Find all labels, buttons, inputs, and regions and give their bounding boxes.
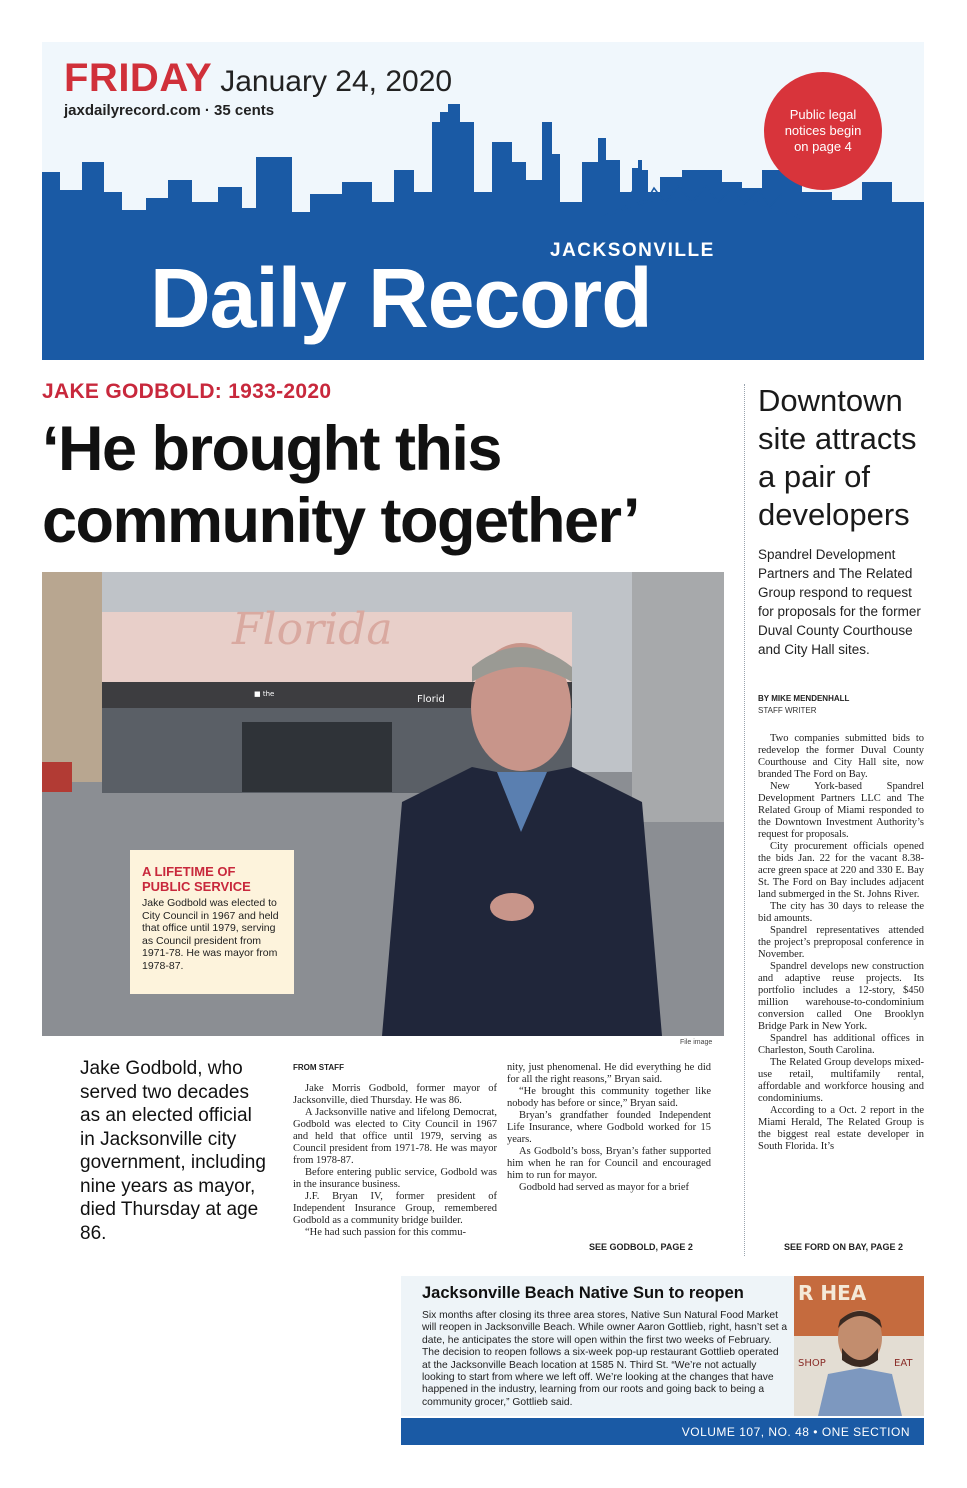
paragraph: nity, just phenomenal. He did everything he did for all the right reasons,” Bryan said. (507, 1062, 711, 1085)
side-story-role: STAFF WRITER (758, 706, 817, 715)
photo-credit: File image (680, 1039, 713, 1046)
story-column-2 (507, 1062, 711, 1194)
paragraph: The Related Group develops mixed-use retail, multifamily rental, affordable and workforce housing and condominiums. (758, 1057, 924, 1104)
issue-date-line (64, 56, 452, 101)
godbold-jump-link[interactable]: SEE GODBOLD, PAGE 2 (589, 1242, 693, 1252)
paragraph: Spandrel has additional offices in Charleston, South Carolina. (758, 1033, 924, 1056)
side-story-headline: Downtown site attracts a pair of developers (758, 383, 917, 532)
paragraph: The city has 30 days to release the bid amounts. (758, 901, 924, 924)
promo-photo-illustration (794, 1276, 924, 1416)
paragraph: A Jacksonville native and lifelong Democrat, Godbold was elected to City Council in 1967 and held that office until 1979, serving as Council president from 1971-78. He was mayor from 1978-87. (293, 1107, 497, 1166)
shop-sign-text: SHOP (798, 1358, 826, 1369)
column-divider (744, 384, 745, 1256)
florida-door-sign: Florid (417, 694, 445, 705)
paragraph: Before entering public service, Godbold was in the insurance business. (293, 1167, 497, 1190)
story-kicker: JAKE GODBOLD: 1933-2020 (42, 380, 332, 403)
story-column-1 (293, 1083, 497, 1239)
lifetime-sidebar (130, 850, 294, 994)
issue-footer: VOLUME 107, NO. 48 • ONE SECTION (401, 1418, 924, 1445)
theater-sign: ■ the (254, 690, 275, 698)
paragraph: Jake Morris Godbold, former mayor of Jacksonville, died Thursday. He was 86. (293, 1083, 497, 1106)
story-deck: Jake Godbold, who served two decades as an elected official in Jacksonville city government, including nine years as mayor, died Thursday at age 86. (80, 1058, 266, 1244)
paragraph: “He brought this community together like nobody has before or since,” Bryan said. (507, 1086, 711, 1109)
side-story-byline: BY MIKE MENDENHALL (758, 694, 850, 703)
paragraph: Godbold had served as mayor for a brief (519, 1182, 689, 1193)
site-and-price: jaxdailyrecord.com · 35 cents (64, 102, 275, 119)
story-byline: FROM STAFF (293, 1063, 344, 1072)
paragraph: Spandrel develops new construction and adaptive reuse projects. Its portfolio includes a 12-story, $450 million warehouse-to-condominium conversion called One Brooklyn Bridge Park in New York. (758, 961, 924, 1032)
paragraph: New York-based Spandrel Development Partners LLC and The Related Group of Miami responded to the Downtown Investment Authority’s request for proposals. (758, 781, 924, 840)
paragraph: Bryan’s grandfather founded Independent Life Insurance, where Godbold worked for 15 years. (507, 1110, 711, 1145)
masthead (42, 42, 924, 360)
eat-sign-text: EAT (894, 1358, 913, 1369)
florida-marquee-sign: Florida (232, 604, 393, 655)
promo-photo (794, 1276, 924, 1416)
promo-title: Jacksonville Beach Native Sun to reopen (422, 1284, 744, 1302)
story-headline: ‘He brought this community together’ (42, 414, 639, 556)
side-story-body (758, 733, 924, 1153)
side-story-deck: Spandrel Development Partners and The Related Group respond to request for proposals for the former Duval County Courthouse and City Hall sites. (758, 547, 921, 657)
promo-text: Six months after closing its three area stores, Native Sun Natural Food Market will reopen in Jacksonville Beach. While owner Aaron Gottlieb, right, hasn’t set a date, he anticipates the store will open within the first two weeks of February. The decision to reopen follows a six-week pop-up restaurant Gottlieb operated at the Jacksonville Beach location at 1585 N. Third St. “We’re not actually looking to start from where we left off. We’re looking at the changes that have happened in the industry, learning from our roots and going back to being a community grocer,” Gottlieb said. (422, 1310, 788, 1408)
paragraph: As Godbold’s boss, Bryan’s father supported him when he ran for Council and encouraged him to run for mayor. (507, 1146, 711, 1181)
issue-day: FRIDAY (64, 56, 213, 100)
nameplate-title: Daily Record (150, 251, 652, 345)
legal-notice-badge (764, 72, 882, 190)
paragraph: Spandrel representatives attended the project’s preproposal conference in November. (758, 925, 924, 960)
store-sign-text: R HEA (798, 1281, 867, 1305)
paragraph: “He had such passion for this commu- (305, 1227, 466, 1238)
paragraph: City procurement officials opened the bids Jan. 22 for the vacant 8.38-acre green space at 220 and 330 E. Bay St. The Ford on Bay includes adjacent land submerged in the St. Johns River. (758, 841, 924, 900)
ford-on-bay-jump-link[interactable]: SEE FORD ON BAY, PAGE 2 (784, 1242, 904, 1252)
sidebar-text: Jake Godbold was elected to City Council in 1967 and held that office until 1979, serving as Council president from 1971-78. He was mayor from 1978-87. (142, 897, 279, 972)
paragraph: J.F. Bryan IV, former president of Independent Insurance Group, remembered Godbold as a community bridge builder. (293, 1191, 497, 1226)
paragraph: Two companies submitted bids to redevelop the former Duval County Courthouse and City Hall site, now branded The Ford on Bay. (758, 733, 924, 780)
sidebar-title: A LIFETIME OF PUBLIC SERVICE (142, 864, 251, 894)
legal-notice-text: Public legal notices begin on page 4 (784, 107, 862, 154)
nameplate-city: JACKSONVILLE (550, 240, 715, 261)
paragraph: According to a Oct. 2 report in the Miami Herald, The Related Group is the biggest real estate developer in South Florida. It’s (758, 1105, 924, 1152)
issue-date: January 24, 2020 (220, 65, 453, 98)
